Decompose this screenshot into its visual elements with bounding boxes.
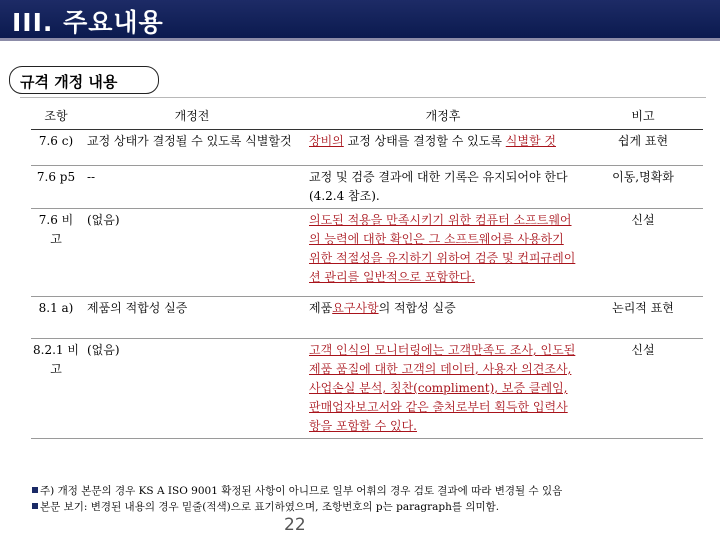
footnote-2-text: 본문 보기: 변경된 내용의 경우 밑줄(적색)으로 표기하였으며, 조항번호의 p는 paragraph를 의미함. xyxy=(40,501,500,513)
remark-cell: 신설 xyxy=(583,209,703,297)
title-underline xyxy=(0,38,720,41)
remark-cell: 논리적 표현 xyxy=(583,297,703,339)
unchanged-text: 교정 상태를 결정할 수 있도록 xyxy=(343,134,506,148)
bullet-square-icon xyxy=(32,503,38,509)
table-row xyxy=(31,209,703,297)
after-cell xyxy=(303,166,583,209)
section-divider xyxy=(20,97,706,98)
before-cell: (없음) xyxy=(81,209,303,297)
revised-text: 의도된 적용을 만족시키기 위한 컴퓨터 소프트웨어의 능력에 대한 확인은 그 소프트웨어를 사용하기 위한 적절성을 유지하기 위하여 검증 및 컨피규레이션 관리를 일반적으로 포함한다. xyxy=(309,213,576,284)
remark-cell: 쉽게 표현 xyxy=(583,130,703,166)
before-cell: -- xyxy=(81,166,303,209)
table-header-row xyxy=(31,104,703,130)
after-cell xyxy=(303,209,583,297)
before-cell: 교정 상태가 결정될 수 있도록 식별할것 xyxy=(81,130,303,166)
page-number: 22 xyxy=(284,515,306,535)
after-cell xyxy=(303,130,583,166)
header-remark: 비고 xyxy=(583,104,703,130)
clause-cell: 7.6 p5 xyxy=(31,166,81,209)
remark-cell: 신설 xyxy=(583,339,703,439)
section-heading: 규격 개정 내용 xyxy=(20,73,118,91)
revised-text: 장비의 xyxy=(309,134,344,148)
bullet-square-icon xyxy=(32,487,38,493)
table-row xyxy=(31,339,703,439)
after-cell xyxy=(303,297,583,339)
slide-title: III. 주요내용 xyxy=(12,8,164,37)
clause-cell: 8.2.1 비고 xyxy=(31,339,81,439)
table-row xyxy=(31,166,703,209)
header-clause: 조항 xyxy=(31,104,81,130)
revised-text: 고객 인식의 모니터링에는 고객만족도 조사, 인도된 제품 품질에 대한 고객의 데이터, 사용자 의견조사, 사업손실 분석, 칭찬(compliment), 보증 클레임, 판매업자보고서와 같은 출처로부터 획득한 입력사항을 포함할 수 있다. xyxy=(309,343,576,433)
footnote-1-text: 주) 개정 본문의 경우 KS A ISO 9001 확정된 사항이 아니므로 일부 어휘의 경우 검토 결과에 따라 변경될 수 있음 xyxy=(40,485,563,497)
after-cell xyxy=(303,339,583,439)
title-bar xyxy=(0,0,720,38)
section-heading-box xyxy=(9,66,159,94)
footnote-2 xyxy=(32,500,499,514)
footnote-1 xyxy=(32,484,562,498)
clause-cell: 7.6 c) xyxy=(31,130,81,166)
header-after: 개정후 xyxy=(303,104,583,130)
table-row xyxy=(31,130,703,166)
revision-table xyxy=(31,104,703,439)
revised-text: 요구사항 xyxy=(332,301,379,315)
clause-cell: 8.1 a) xyxy=(31,297,81,339)
revised-text: 식별할 것 xyxy=(505,134,556,148)
before-cell: (없음) xyxy=(81,339,303,439)
unchanged-text: 의 적합성 실증 xyxy=(378,301,456,315)
remark-cell: 이동,명확화 xyxy=(583,166,703,209)
table-row xyxy=(31,297,703,339)
unchanged-text: 교정 및 검증 결과에 대한 기록은 유지되어야 한다 (4.2.4 참조). xyxy=(309,170,568,203)
header-before: 개정전 xyxy=(81,104,303,130)
before-cell: 제품의 적합성 실증 xyxy=(81,297,303,339)
clause-cell: 7.6 비고 xyxy=(31,209,81,297)
unchanged-text: 제품 xyxy=(309,301,333,315)
